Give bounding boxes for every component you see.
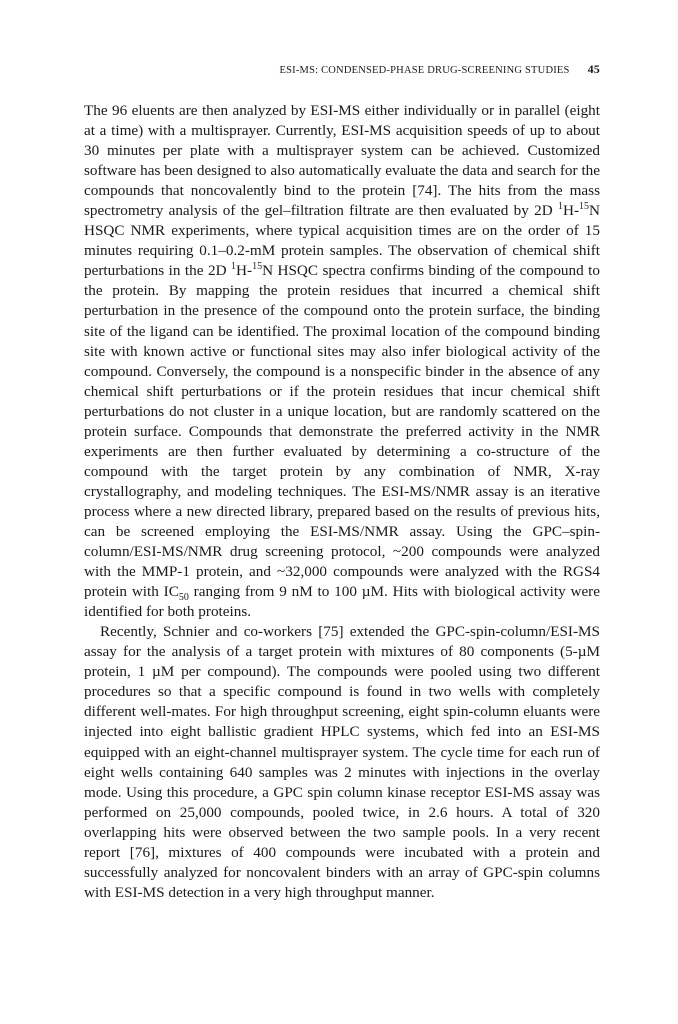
- running-title: ESI-MS: CONDENSED-PHASE DRUG-SCREENING STUDIES: [279, 65, 570, 76]
- paragraph-2: Recently, Schnier and co-workers [75] extended the GPC-spin-column/ESI-MS assay for the analysis of a target protein with mixtures of 80 components (5-µM protein, 1 µM per compound). The compounds were pooled using two different procedures so that a specific compound is found in two wells with completely different well-mates. For high throughput screening, eight spin-column eluants were injected into eight ballistic gradient HPLC systems, which fed into an ESI-MS equipped with an eight-channel multisprayer system. The cycle time for each run of eight wells containing 640 samples was 2 minutes with injections in the overlay mode. Using this procedure, a GPC spin column kinase receptor ESI-MS assay was performed on 25,000 compounds, pooled twice, in 2.6 hours. A total of 320 overlapping hits were observed between the two sample pools. In a very recent report [76], mixtures of 400 compounds were incubated with a protein and successfully analyzed for noncovalent binders with an array of GPC-spin columns with ESI-MS detection in a very high throughput manner.: [84, 623, 600, 901]
- running-head: [84, 62, 600, 77]
- paragraph-1: The 96 eluents are then analyzed by ESI-MS either individually or in parallel (eight at a time) with a multisprayer. Currently, ESI-MS acquisition speeds of up to about 30 minutes per plate with a multisprayer system can be achieved. Customized software has been designed to also automatically evaluate the data and search for the compounds that noncovalently bind to the protein [74]. The hits from the mass spectrometry analysis of the gel–filtration filtrate are then evaluated by 2D $^1$H-$^{15}$N HSQC NMR experiments, where typical acquisition times are on the order of 15 minutes requiring 0.1–0.2-mM protein samples. The observation of chemical shift perturbations in the 2D $^1$H-$^{15}$N HSQC spectra confirms binding of the compound to the protein. By mapping the protein residues that incurred a chemical shift perturbation in the presence of the compound onto the protein surface, the binding site of the ligand can be identified. The proximal location of the compound binding site with known active or functional sites may also infer biological activity of the compound. Conversely, the compound is a nonspecific binder in the absence of any chemical shift perturbations or if the protein residues that incur chemical shift perturbations do not cluster in a unique location, but are randomly scattered on the protein surface. Compounds that demonstrate the preferred activity in the NMR experiments are then further evaluated by determining a co-structure of the compound with the target protein by any combination of NMR, X-ray crystallography, and modeling techniques. The ESI-MS/NMR assay is an iterative process where a new directed library, prepared based on the results of previous hits, can be screened employing the ESI-MS/NMR assay. Using the GPC–spin-column/ESI-MS/NMR drug screening protocol, ~200 compounds were analyzed with the MMP-1 protein, and ~32,000 compounds were analyzed with the RGS4 protein with $IC_{50}$ ranging from 9 nM to 100 µM. Hits with biological activity were identified for both proteins.: [84, 102, 600, 621]
- body-text: [84, 101, 600, 903]
- page-number: 45: [587, 62, 600, 76]
- page: [84, 62, 600, 903]
